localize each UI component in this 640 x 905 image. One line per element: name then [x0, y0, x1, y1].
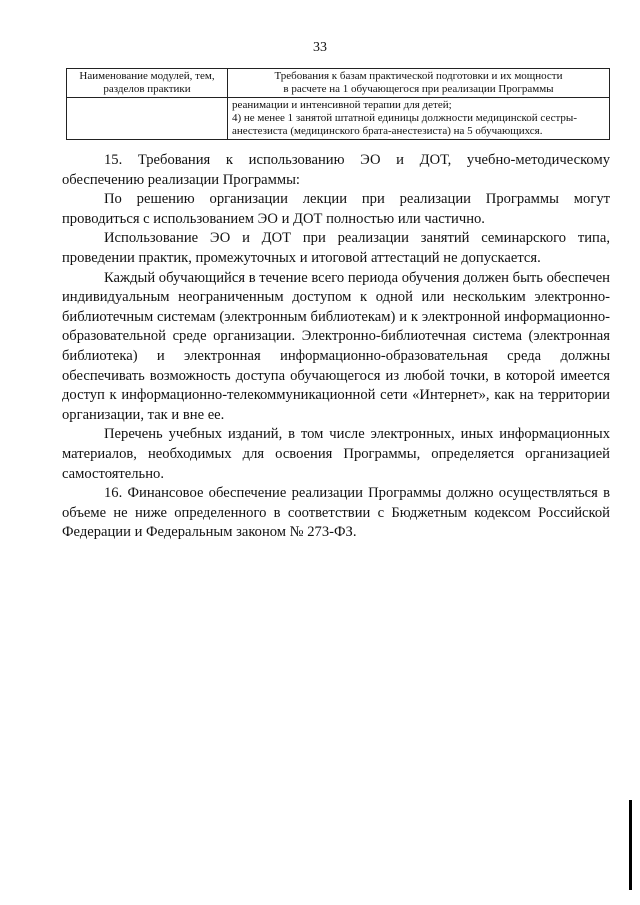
header-text: Наименование модулей, тем,: [79, 70, 215, 82]
table-cell-requirement: [228, 98, 610, 140]
scan-edge-mark: [629, 800, 632, 890]
page-number: 33: [313, 40, 327, 55]
header-text: Требования к базам практической подготовки и их мощности: [274, 70, 563, 82]
table-cell-module: [67, 98, 228, 140]
table-header-requirements: [228, 69, 610, 98]
requirements-table: [66, 68, 610, 140]
cell-text: анестезиста (медицинского брата-анестезиста) на 5 обучающихся.: [232, 125, 543, 137]
paragraph: Использование ЭО и ДОТ при реализации занятий семинарского типа, проведении практик, промежуточных и итоговой аттестаций не допускается.: [62, 230, 610, 266]
paragraph: Перечень учебных изданий, в том числе электронных, иных информационных материалов, необходимых для освоения Программы, определяется организацией самостоятельно.: [62, 426, 610, 482]
paragraph-15-heading: 15. Требования к использованию ЭО и ДОТ, учебно-методическому обеспечению реализации Программы:: [62, 152, 610, 188]
paragraph: По решению организации лекции при реализации Программы могут проводиться с использованием ЭО и ДОТ полностью или частично.: [62, 191, 610, 227]
paragraph-16: 16. Финансовое обеспечение реализации Программы должно осуществляться в объеме не ниже определенного в соответствии с Бюджетным кодексом Российской Федерации и Федеральным законом № 273-ФЗ.: [62, 485, 610, 541]
table-header-modules: [67, 69, 228, 98]
paragraph: Каждый обучающийся в течение всего периода обучения должен быть обеспечен индивидуальным неограниченным доступом к одной или нескольким электронно-библиотечным системам (электронным библиотекам) и к электронной информационно-образовательной среде организации. Электронно-библиотечная система (электронная библиотека) и электронная информационно-образовательная среда должны обеспечивать возможность доступа обучающегося из любой точки, в которой имеется доступ к информационно-телекоммуникационной сети «Интернет», как на территории организации, так и вне ее.: [62, 269, 610, 423]
header-text: в расчете на 1 обучающегося при реализации Программы: [283, 83, 554, 95]
cell-text: 4) не менее 1 занятой штатной единицы должности медицинской сестры-: [232, 112, 577, 124]
document-body: [62, 151, 610, 543]
table-header-row: [67, 69, 610, 98]
cell-text: реанимации и интенсивной терапии для детей;: [232, 99, 452, 111]
table-row: [67, 98, 610, 140]
header-text: разделов практики: [103, 83, 191, 95]
